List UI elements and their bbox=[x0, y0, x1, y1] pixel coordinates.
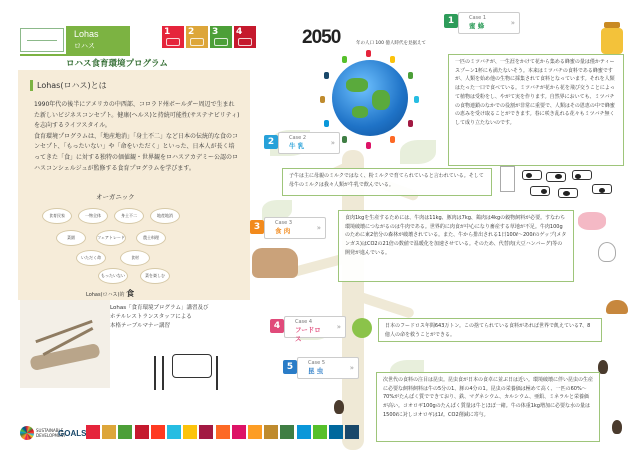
beetle-icon bbox=[612, 420, 622, 434]
beef-cuts-illustration bbox=[252, 248, 298, 278]
sdgs-logo-text: SUSTAINABLE DEVELOPMENT bbox=[36, 428, 66, 438]
cow-icon bbox=[530, 186, 550, 196]
table-manners-photo bbox=[20, 300, 110, 388]
sdg-1-tile-icon bbox=[86, 425, 100, 439]
cow-icon bbox=[592, 184, 612, 194]
chevron-right-icon: » bbox=[349, 364, 354, 372]
sdg-16-tile-icon bbox=[329, 425, 343, 439]
case-3-number: 3 bbox=[250, 220, 264, 234]
caption bbox=[110, 304, 230, 331]
chevron-right-icon: » bbox=[510, 19, 515, 27]
sdg-8-tile-icon bbox=[199, 425, 213, 439]
case-2-number: 2 bbox=[264, 135, 278, 149]
chevron-right-icon: » bbox=[336, 323, 341, 331]
diagram-node: 一物全体 bbox=[78, 208, 108, 224]
diagram-node: もったいない bbox=[98, 268, 128, 284]
sdg-2-zero-hunger-icon: 2 bbox=[186, 26, 208, 48]
sdg-2-tile-icon bbox=[102, 425, 116, 439]
diagram-node: 地産地消 bbox=[150, 208, 180, 224]
sdgs-goals-text: GOALS bbox=[58, 429, 87, 438]
pig-icon bbox=[578, 212, 606, 230]
cow-icon bbox=[558, 188, 578, 198]
honey-jar-icon bbox=[601, 28, 623, 54]
case-3-tag bbox=[264, 217, 326, 239]
cow-icon bbox=[572, 170, 592, 180]
sdg-14-tile-icon bbox=[297, 425, 311, 439]
case-5-label: Case 5 bbox=[308, 360, 326, 366]
sdg-4-quality-education-icon: 4 bbox=[234, 26, 256, 48]
diagram-node: 菜園 bbox=[56, 230, 86, 246]
case-5-number: 5 bbox=[283, 360, 297, 374]
sdg-7-tile-icon bbox=[183, 425, 197, 439]
lohas-badge-title: Lohas bbox=[74, 29, 99, 39]
intro-paragraph: 食育環境プログラムは、「地産地消」「身土不二」など日本の伝統的な食のコンセプト、「もったいない」や「命をいただく」といった、日本人が長く培ってきた「食」に対する独特の価値観・世界観をロハスアカデミー公認のロハスコンシェルジュが監修する食育プログラムを学びます。 bbox=[34, 132, 238, 172]
chicken-icon bbox=[598, 242, 616, 262]
sdg-4-tile-icon bbox=[135, 425, 149, 439]
case-2-label: Case 2 bbox=[289, 135, 307, 141]
lohas-diagram bbox=[40, 192, 220, 302]
sdg-wheel-icon bbox=[20, 426, 34, 440]
header-rule bbox=[20, 54, 130, 56]
case-2-title: 牛 乳 bbox=[289, 142, 305, 150]
intro-text bbox=[34, 100, 240, 174]
population-note: 年の人口 100 億人時代を見据えて bbox=[356, 41, 426, 46]
sdg-15-tile-icon bbox=[313, 425, 327, 439]
diagram-node: 食育民家 bbox=[42, 208, 72, 224]
sdg-12-tile-icon bbox=[264, 425, 278, 439]
sdg-3-good-health-icon: 3 bbox=[210, 26, 232, 48]
case-4-label: Case 4 bbox=[295, 319, 313, 325]
milk-carton-icon bbox=[500, 166, 515, 192]
case-1-tag bbox=[458, 12, 520, 34]
program-title: ロハス食育環境プログラム bbox=[66, 59, 168, 69]
year-heading: 2050 bbox=[302, 27, 341, 48]
lohas-logo-box bbox=[20, 28, 64, 52]
sdg-17-tile-icon bbox=[345, 425, 359, 439]
case-1-label: Case 1 bbox=[469, 15, 487, 21]
case-4-tag bbox=[284, 316, 346, 343]
case-3-title: 食 肉 bbox=[275, 227, 291, 235]
diagram-node: 菜を楽しむ bbox=[140, 268, 170, 284]
case-1-text: 一匹のミツバチが、一生涯をかけて花から集める蜂蜜の量は僅かティースプーン1杯にも満たないそう。本来はミツバチの食料である蜂蜜ですが、人類を始め他の生物に採集されて食料となっています。それを人類はたった一口で食べている。ミツバチが花から花を飛び交うことによって植物は受粉をし、やがて実を作ります。自然界においても、ミツバチの食物連鎖のなかでの役割が非常に重要で、人類はその恩恵の中で蜂蜜の恵みを受け取ることができます。春に咲き乱れる花々もミツバチ無くして成り立たないのです。 bbox=[448, 54, 624, 166]
diagram-node: いただく命 bbox=[76, 250, 106, 266]
sdg-1-no-poverty-icon: 1 bbox=[162, 26, 184, 48]
sdg-6-tile-icon bbox=[167, 425, 181, 439]
diagram-node: 食材 bbox=[120, 250, 150, 266]
chevron-right-icon: » bbox=[330, 139, 335, 147]
case-5-tag bbox=[297, 357, 359, 379]
case-3-label: Case 3 bbox=[275, 220, 293, 226]
lohas-badge-subtitle: ロハス bbox=[74, 42, 95, 50]
cow-icon bbox=[546, 172, 566, 182]
caption-line: ホテルレストランスタッフによる bbox=[110, 314, 192, 320]
caption-line: 本格テーブルマナー講習 bbox=[110, 323, 171, 329]
intro-heading: Lohas(ロハス)とは bbox=[30, 80, 107, 91]
sdg-11-tile-icon bbox=[248, 425, 262, 439]
diagram-node: 身土不二 bbox=[114, 208, 144, 224]
lohas-badge bbox=[66, 26, 130, 54]
case-2-text: 子牛は主に母親のミルクではなく、粉ミルクで育てられていると言われている。そして母牛のミルクは我々人類が牛乳で飲んでいる。 bbox=[282, 168, 492, 196]
diagram-node: 農土料理 bbox=[136, 230, 166, 246]
sdg-5-tile-icon bbox=[151, 425, 165, 439]
case-3-text: 食肉1kgを生産するためには、牛肉は11kg、豚肉は7kg、鶏肉は4kgの穀物飼料が必要。すなわち環境破壊につながるのは牛肉である。世界的に肉食が中心になり畜産する草地が不足。牛肉100gのために東2倍分の森林が破壊されている。また、牛から排出される1日100ℓ〜200ℓのゲップ(メタンガス)はCO2の21倍の数値で温暖化を加速させている。そのため、代替肉(大豆ハンバーグ)等の開発が進んでいる。 bbox=[338, 210, 574, 282]
cow-icon bbox=[522, 170, 542, 180]
sdg-9-tile-icon bbox=[216, 425, 230, 439]
sdg-13-tile-icon bbox=[280, 425, 294, 439]
case-2-tag bbox=[278, 132, 340, 154]
case-5-text: 次世代の食料の注目は昆虫。昆虫食が日本の食卓に並ぶ日は近い。環境破壊に伴い昆虫の生産に必要な飼料飼料は牛の5分の1、豚の4分の1。昆虫の栄養価は極めて高く、一匹の60%〜70%がたんぱく質でできており、鉄、マグネシウム、カルシウム、亜鉛、ミネラルと栄養価が高い。コオロギ100gのたんぱく質量は牛とほぼ一緒。牛の体重1kg増加に必要な水の量は1500ℓに対しコオロギは1ℓ。CO2削減に寄与。 bbox=[376, 372, 600, 442]
diagram-node: フェアトレード bbox=[96, 230, 126, 246]
intro-paragraph: 1990年代の後半にアメリカの中西部、コロラド州ボールダー周辺で生まれた新しいビジネスコンセプト。健康(ヘルス)と持続可能性(サステナビリティ)を志向するライフスタイル。 bbox=[34, 101, 240, 130]
diagram-bottom-label: Lohas(ロハス)的 食 bbox=[86, 289, 135, 298]
chevron-right-icon: » bbox=[316, 224, 321, 232]
caption-line: Lohas「食育環境プログラム」講習及び bbox=[110, 305, 209, 311]
case-4-number: 4 bbox=[270, 319, 284, 333]
sdg-10-tile-icon bbox=[232, 425, 246, 439]
cutlery-icon bbox=[150, 350, 230, 394]
burger-icon bbox=[606, 300, 628, 314]
case-4-title: フードロス bbox=[295, 326, 321, 343]
case-5-title: 昆 虫 bbox=[308, 367, 324, 375]
beetle-icon bbox=[334, 400, 344, 414]
sdg-3-tile-icon bbox=[118, 425, 132, 439]
case-1-number: 1 bbox=[444, 14, 458, 28]
diagram-title: オーガニック bbox=[96, 193, 135, 201]
leftover-icon bbox=[352, 318, 372, 338]
case-4-text: 日本のフードロス年間643万トン。この捨てられている食料があれば世界で飢えている7、8億人の命を救うことができる。 bbox=[378, 318, 602, 342]
case-1-title: 蜜 蜂 bbox=[469, 22, 485, 30]
